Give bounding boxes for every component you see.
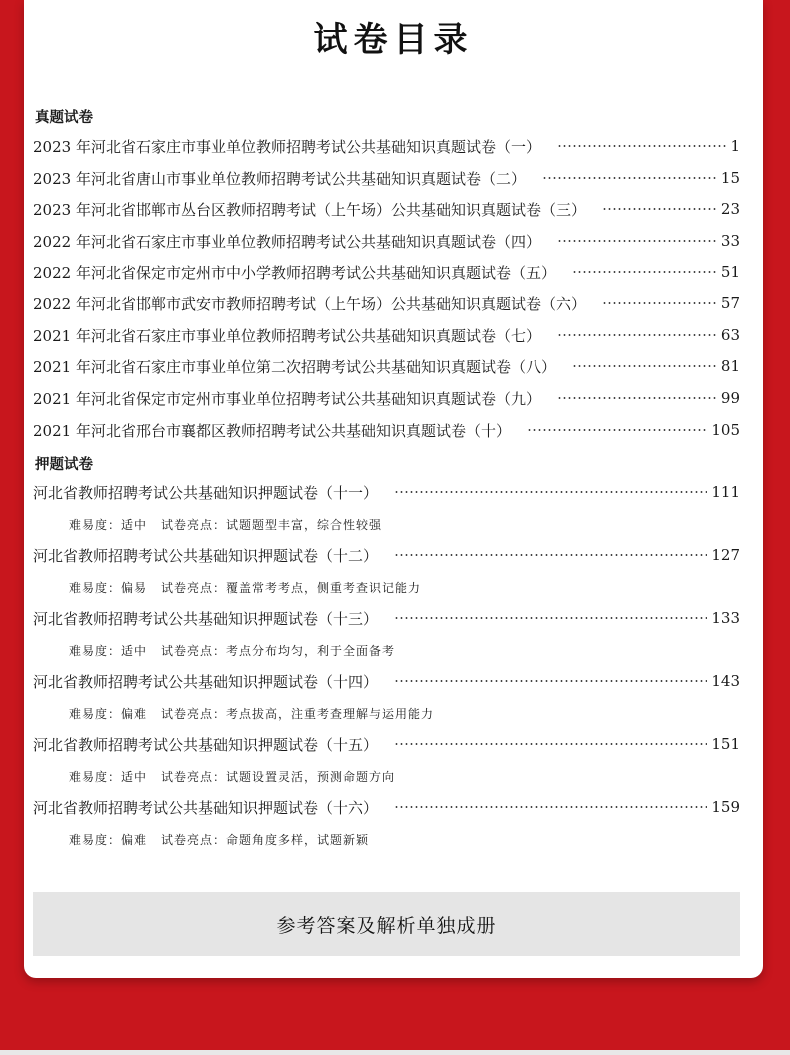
difficulty-label: 难易度：适中 — [69, 644, 148, 658]
dot-leader — [557, 334, 717, 336]
dot-leader — [602, 208, 717, 210]
difficulty-label: 难易度：适中 — [69, 770, 148, 784]
entry-page: 63 — [720, 326, 740, 344]
dot-leader — [394, 491, 707, 493]
dot-leader — [394, 743, 707, 745]
highlight-label: 试卷亮点：考点拔高，注重考查理解与运用能力 — [161, 707, 435, 721]
toc-entry[interactable] — [33, 354, 740, 378]
dot-leader — [557, 145, 726, 147]
highlight-label: 试卷亮点：覆盖常考考点，侧重考查识记能力 — [161, 581, 422, 595]
entry-title: 2022 年河北省保定市定州市中小学教师招聘考试公共基础知识真题试卷（五） — [33, 263, 556, 282]
difficulty-label: 难易度：偏易 — [69, 581, 148, 595]
entry-title: 2022 年河北省邯郸市武安市教师招聘考试（上午场）公共基础知识真题试卷（六） — [33, 294, 586, 313]
difficulty-label: 难易度：偏难 — [69, 833, 148, 847]
entry-page: 159 — [711, 798, 740, 816]
entry-page: 33 — [720, 232, 740, 250]
entry-page: 1 — [730, 137, 740, 155]
dot-leader — [557, 240, 717, 242]
toc-entry[interactable] — [33, 418, 740, 442]
entry-title: 2023 年河北省邯郸市丛台区教师招聘考试（上午场）公共基础知识真题试卷（三） — [33, 200, 586, 219]
entry-title: 2021 年河北省保定市定州市事业单位招聘考试公共基础知识真题试卷（九） — [33, 389, 541, 408]
dot-leader — [602, 302, 717, 304]
dot-leader — [572, 365, 717, 367]
entry-note — [69, 831, 369, 848]
entry-page: 151 — [711, 735, 740, 753]
dot-leader — [394, 806, 707, 808]
toc-entry[interactable] — [33, 134, 740, 158]
entry-note — [69, 768, 395, 785]
section-heading-mock: 押题试卷 — [35, 457, 93, 473]
highlight-label: 试卷亮点：试题设置灵活，预测命题方向 — [161, 770, 396, 784]
toc-entry[interactable] — [33, 386, 740, 410]
answer-booklet-note: 参考答案及解析单独成册 — [33, 892, 740, 956]
entry-page: 105 — [711, 421, 740, 439]
entry-note — [69, 642, 395, 659]
entry-page: 57 — [720, 294, 740, 312]
dot-leader — [394, 617, 707, 619]
dot-leader — [572, 271, 717, 273]
difficulty-label: 难易度：适中 — [69, 518, 148, 532]
entry-title: 2023 年河北省唐山市事业单位教师招聘考试公共基础知识真题试卷（二） — [33, 169, 526, 188]
entry-title: 河北省教师招聘考试公共基础知识押题试卷（十一） — [33, 483, 379, 502]
entry-page: 143 — [711, 672, 740, 690]
entry-title: 河北省教师招聘考试公共基础知识押题试卷（十六） — [33, 798, 379, 817]
entry-page: 81 — [720, 357, 740, 375]
bottom-strip — [0, 1050, 790, 1055]
entry-title: 2021 年河北省石家庄市事业单位第二次招聘考试公共基础知识真题试卷（八） — [33, 357, 556, 376]
entry-title: 2023 年河北省石家庄市事业单位教师招聘考试公共基础知识真题试卷（一） — [33, 137, 541, 156]
section-heading-real: 真题试卷 — [35, 110, 93, 126]
toc-card — [24, 0, 763, 978]
entry-note — [69, 705, 434, 722]
dot-leader — [527, 429, 707, 431]
entry-note — [69, 579, 421, 596]
highlight-label: 试卷亮点：命题角度多样，试题新颖 — [161, 833, 370, 847]
entry-title: 河北省教师招聘考试公共基础知识押题试卷（十三） — [33, 609, 379, 628]
entry-title: 河北省教师招聘考试公共基础知识押题试卷（十四） — [33, 672, 379, 691]
toc-entry[interactable] — [33, 197, 740, 221]
entry-page: 15 — [720, 169, 740, 187]
entry-title: 河北省教师招聘考试公共基础知识押题试卷（十二） — [33, 546, 379, 565]
toc-entry[interactable] — [33, 606, 740, 630]
entry-title: 2021 年河北省石家庄市事业单位教师招聘考试公共基础知识真题试卷（七） — [33, 326, 541, 345]
toc-entry[interactable] — [33, 669, 740, 693]
toc-entry[interactable] — [33, 543, 740, 567]
entry-page: 127 — [711, 546, 740, 564]
toc-entry[interactable] — [33, 166, 740, 190]
toc-entry[interactable] — [33, 795, 740, 819]
highlight-label: 试卷亮点：试题题型丰富，综合性较强 — [161, 518, 383, 532]
difficulty-label: 难易度：偏难 — [69, 707, 148, 721]
page-title: 试卷目录 — [313, 20, 474, 60]
highlight-label: 试卷亮点：考点分布均匀，利于全面备考 — [161, 644, 396, 658]
toc-entry[interactable] — [33, 323, 740, 347]
toc-entry[interactable] — [33, 291, 740, 315]
entry-page: 51 — [720, 263, 740, 281]
entry-title: 2021 年河北省邢台市襄都区教师招聘考试公共基础知识真题试卷（十） — [33, 421, 511, 440]
entry-page: 133 — [711, 609, 740, 627]
dot-leader — [394, 680, 707, 682]
entry-note — [69, 516, 382, 533]
entry-title: 2022 年河北省石家庄市事业单位教师招聘考试公共基础知识真题试卷（四） — [33, 232, 541, 251]
dot-leader — [542, 177, 717, 179]
entry-page: 23 — [720, 200, 740, 218]
entry-title: 河北省教师招聘考试公共基础知识押题试卷（十五） — [33, 735, 379, 754]
toc-entry[interactable] — [33, 732, 740, 756]
toc-entry[interactable] — [33, 480, 740, 504]
toc-entry[interactable] — [33, 229, 740, 253]
toc-entry[interactable] — [33, 260, 740, 284]
dot-leader — [394, 554, 707, 556]
entry-page: 111 — [711, 483, 740, 501]
dot-leader — [557, 397, 717, 399]
entry-page: 99 — [720, 389, 740, 407]
